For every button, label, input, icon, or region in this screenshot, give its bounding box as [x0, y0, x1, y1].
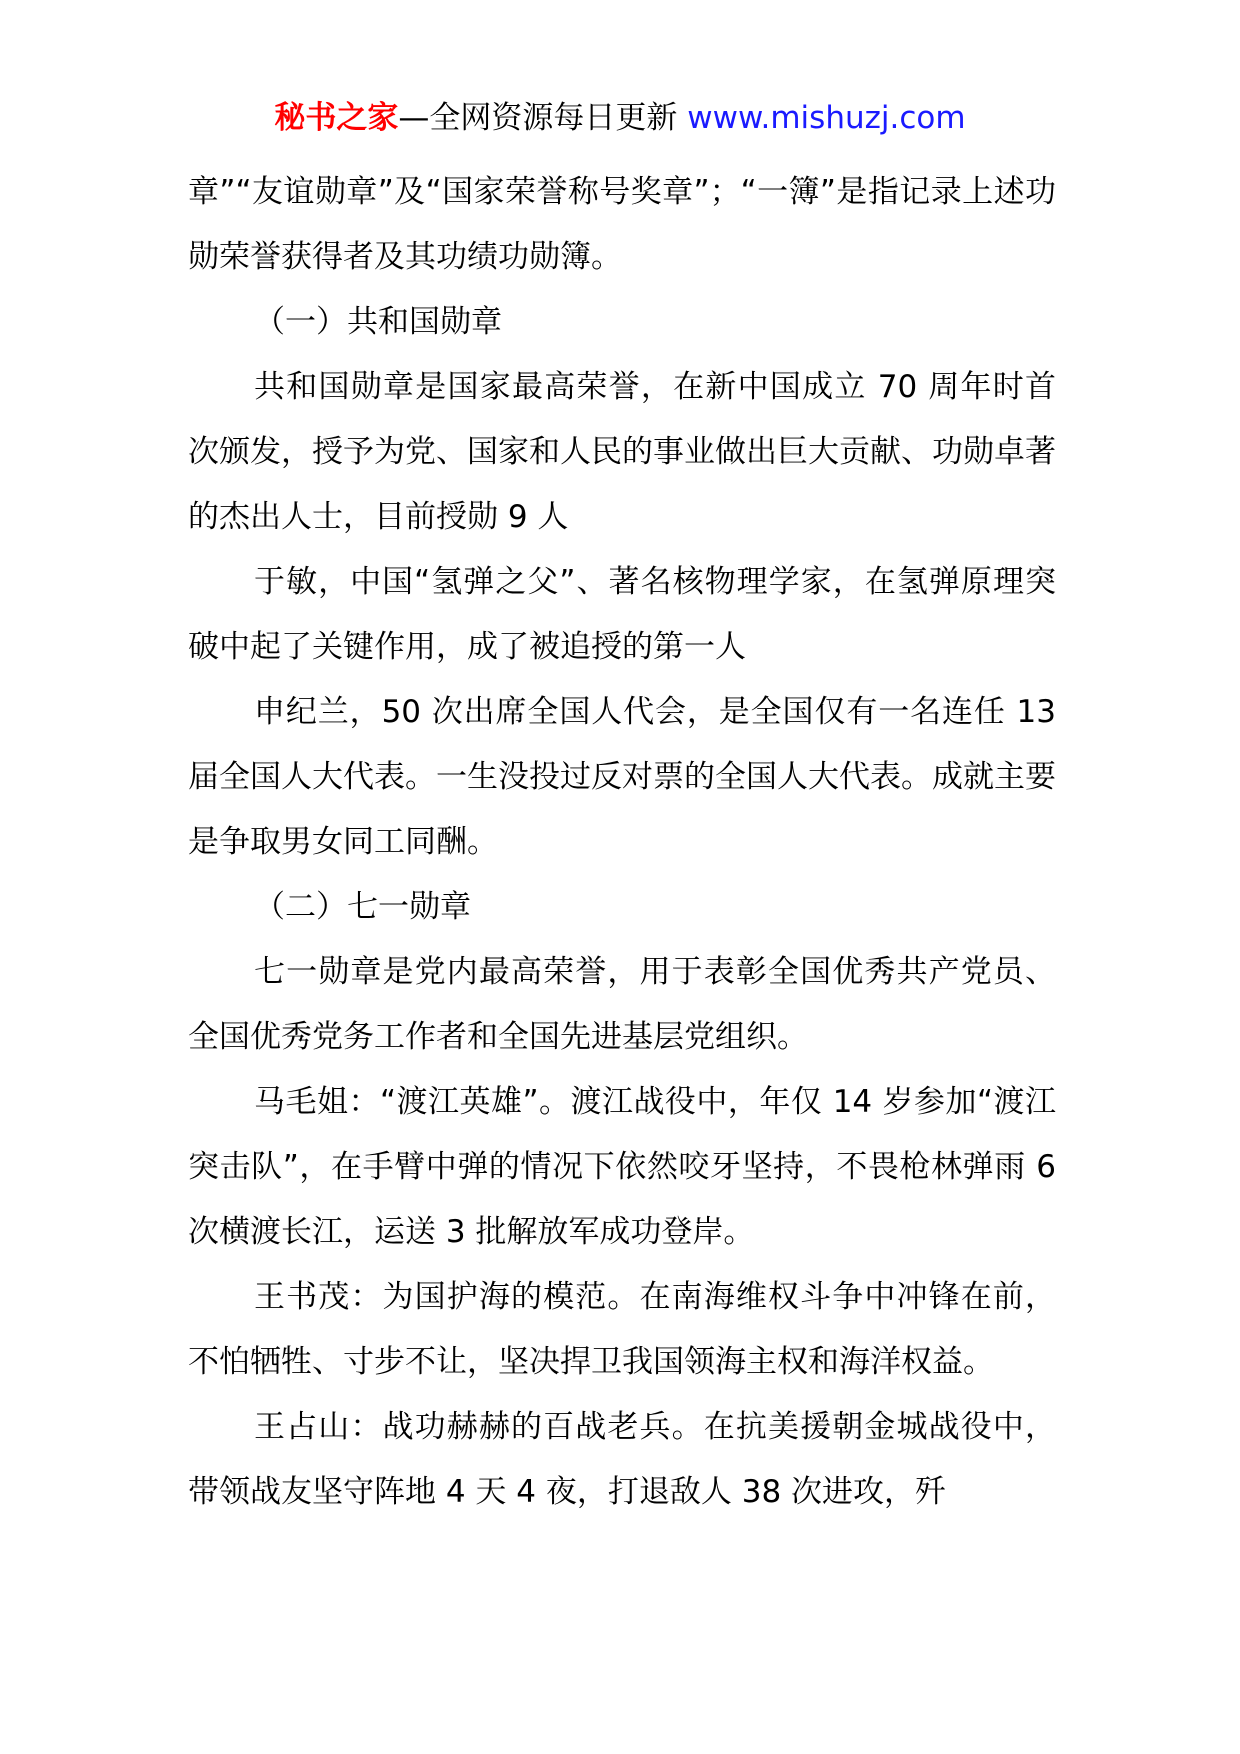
paragraph-yu-min: 于敏，中国“氢弹之父”、著名核物理学家，在氢弹原理突破中起了关键作用，成了被追授的第一人	[188, 564, 1056, 665]
paragraph-shen-jilan: 申纪兰，50 次出席全国人代会，是全国仅有一名连任 13 届全国人大代表。一生没投过反对票的全国人大代表。成就主要是争取男女同工同酬。	[188, 694, 1056, 860]
paragraph-wang-shumao: 王书茂：为国护海的模范。在南海维权斗争中冲锋在前，不怕牺牲、寸步不让，坚决捍卫我国领海主权和海洋权益。	[188, 1279, 1056, 1380]
paragraph-ma-maojie: 马毛姐：“渡江英雄”。渡江战役中，年仅 14 岁参加“渡江突击队”，在手臂中弹的情况下依然咬牙坚持，不畏枪林弹雨 6 次横渡长江，运送 3 批解放军成功登岸。	[188, 1084, 1056, 1250]
header-tagline: —全网资源每日更新	[398, 100, 678, 136]
document-body	[188, 160, 1056, 1525]
paragraph-july-first-medal-intro: 七一勋章是党内最高荣誉，用于表彰全国优秀共产党员、全国优秀党务工作者和全国先进基层党组织。	[188, 954, 1056, 1055]
paragraph-republic-medal-intro: 共和国勋章是国家最高荣誉，在新中国成立 70 周年时首次颁发，授予为党、国家和人民的事业做出巨大贡献、功勋卓著的杰出人士，目前授勋 9 人	[188, 369, 1056, 535]
site-header	[0, 98, 1240, 138]
brand-name: 秘书之家	[274, 100, 399, 136]
site-url-link[interactable]: www.mishuzj.com	[687, 100, 966, 136]
section-heading-republic-medal: （一）共和国勋章	[254, 304, 502, 340]
paragraph-continued: 章”“友谊勋章”及“国家荣誉称号奖章”；“一簿”是指记录上述功勋荣誉获得者及其功绩功勋簿。	[188, 174, 1056, 275]
paragraph-wang-zhanshan: 王占山：战功赫赫的百战老兵。在抗美援朝金城战役中，带领战友坚守阵地 4 天 4 夜，打退敌人 38 次进攻，歼	[188, 1409, 1056, 1510]
section-heading-july-first-medal: （二）七一勋章	[254, 889, 471, 925]
